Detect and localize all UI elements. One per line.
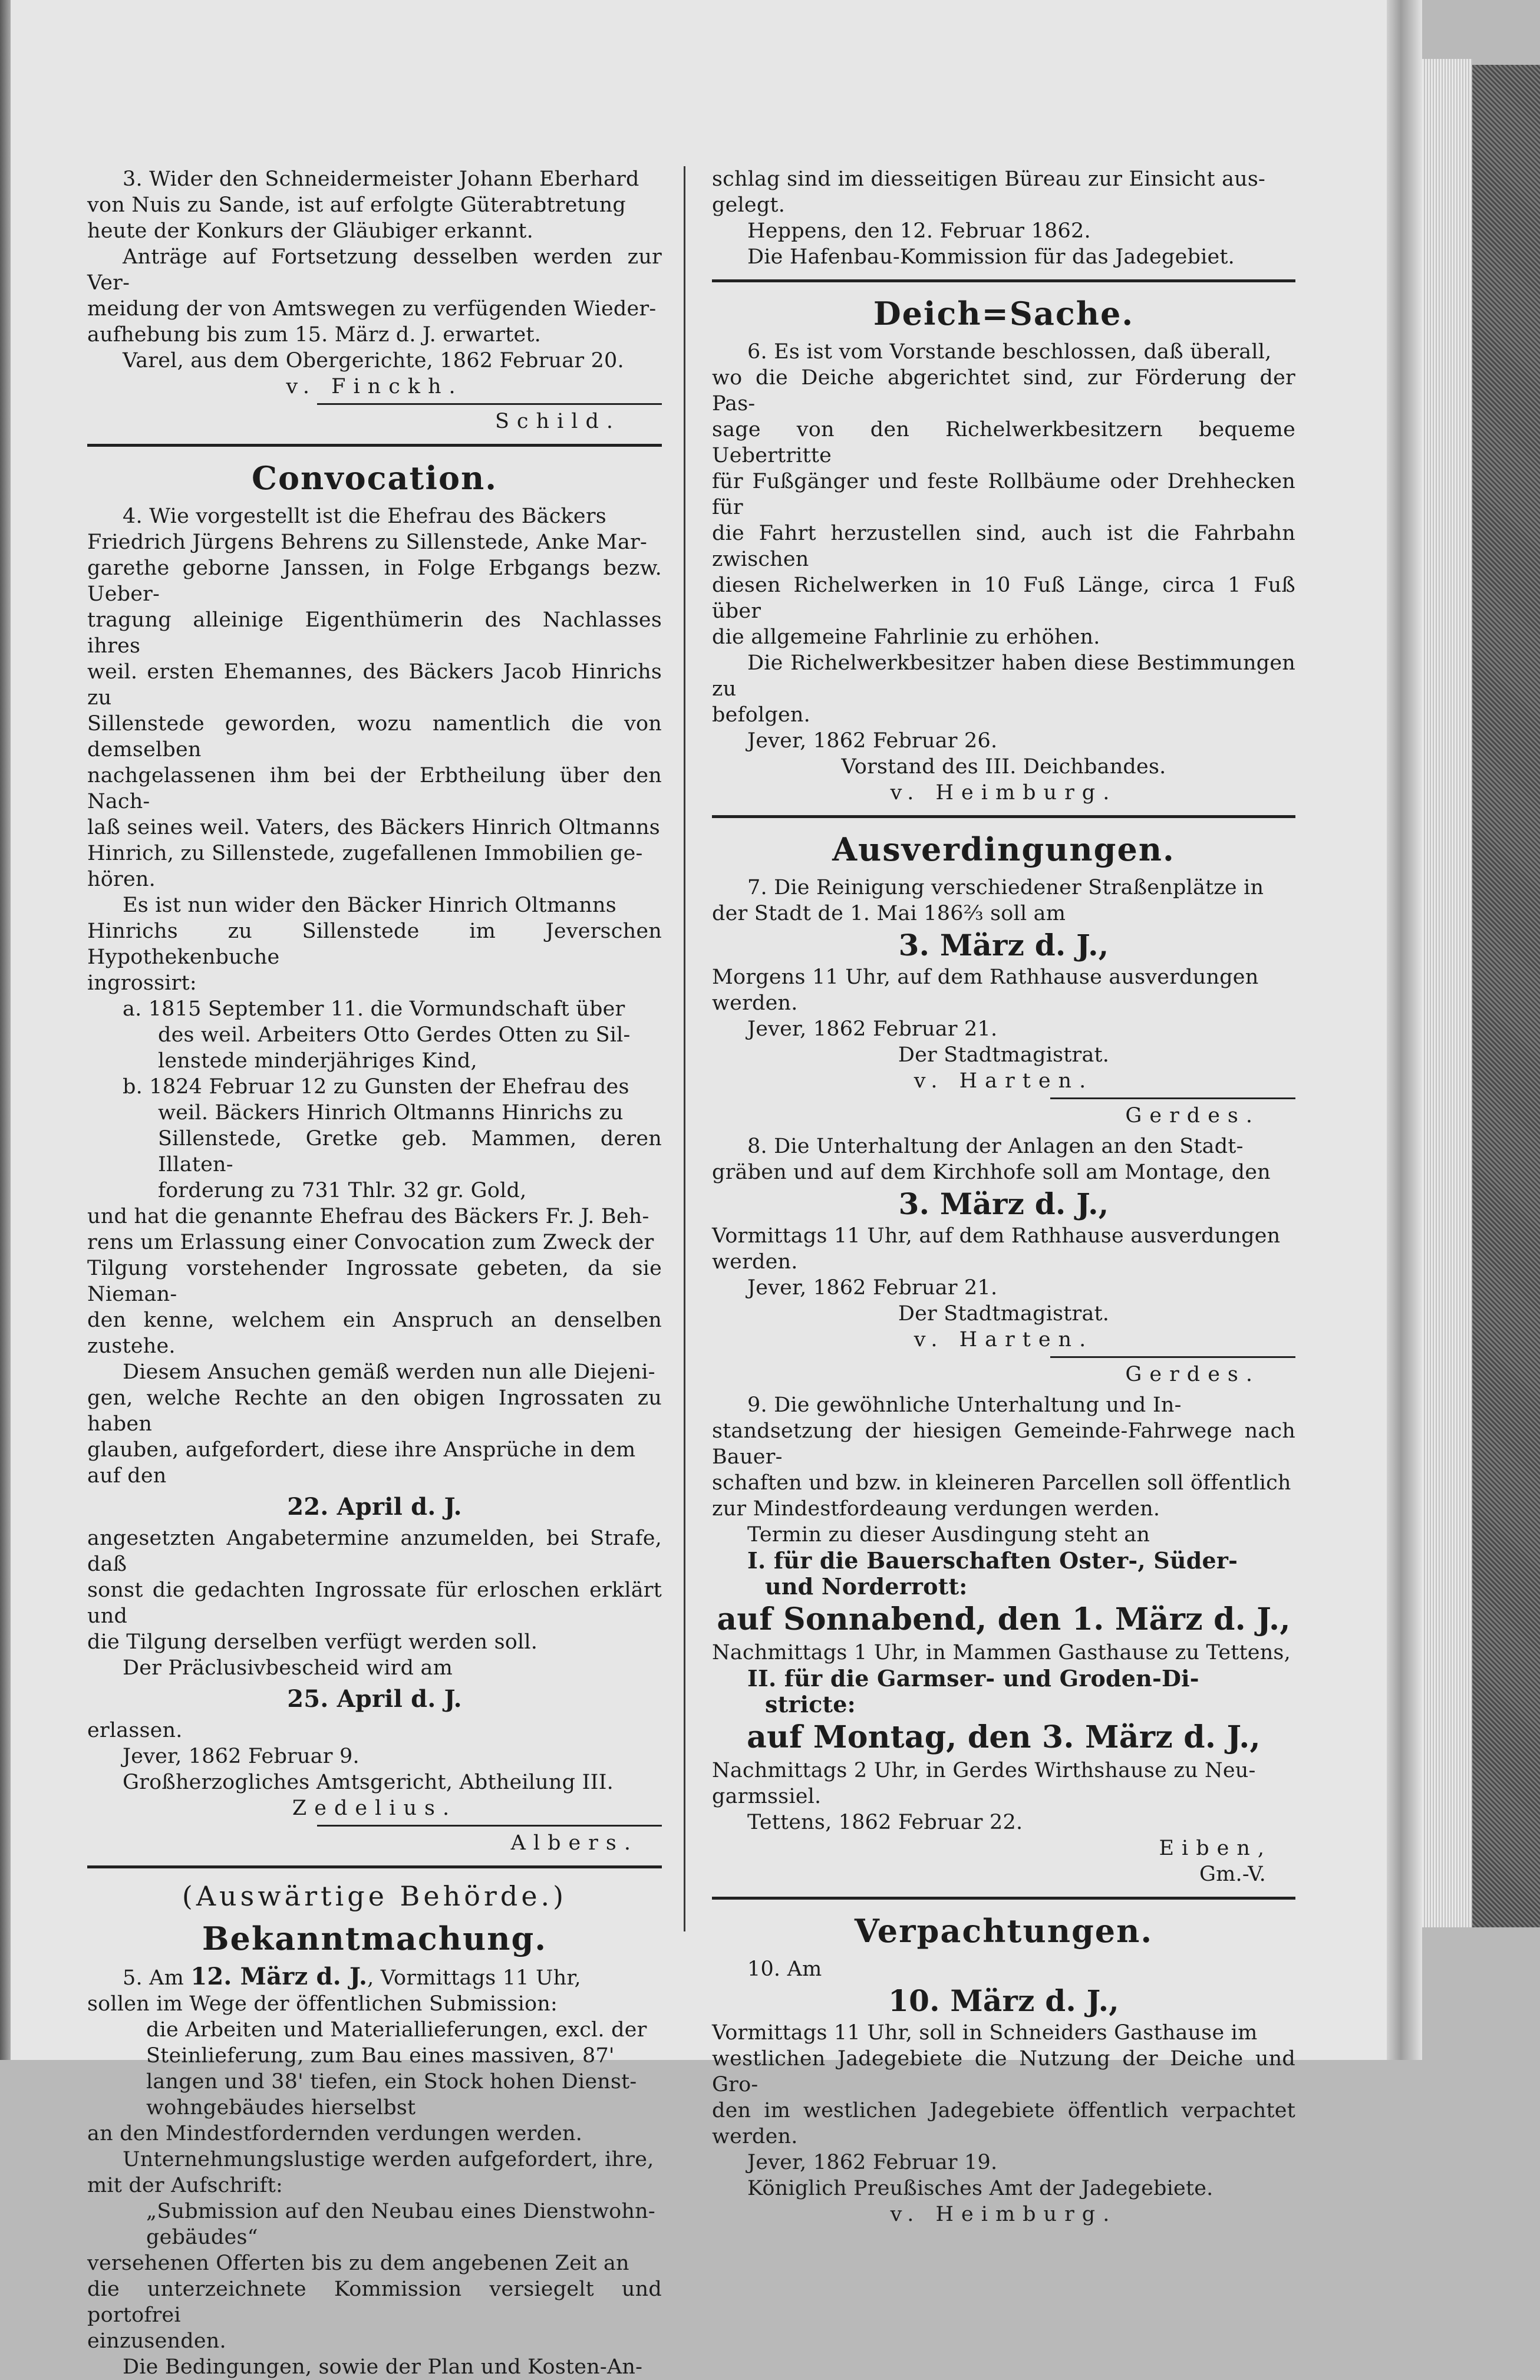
text-line: Vormittags 11 Uhr, soll in Schneiders Gasthause im bbox=[712, 2021, 1258, 2045]
signature: Zedelius. bbox=[292, 1796, 457, 1820]
text-line: 7. Die Reinigung verschiedener Straßenplätze in bbox=[747, 876, 1264, 899]
text-line: meidung der von Amtswegen zu verfügenden Wieder- bbox=[87, 297, 657, 321]
notice-5 bbox=[87, 1964, 662, 2380]
text-line: von Nuis zu Sande, ist auf erfolgte Güterabtretung bbox=[87, 193, 626, 217]
text-line: mit der Aufschrift: bbox=[87, 2174, 283, 2197]
subsection-heading: II. für die Garmser- und Groden-Di- bbox=[747, 1665, 1199, 1692]
text-line: Nachmittags 2 Uhr, in Gerdes Wirthshause zu Neu- bbox=[712, 1759, 1256, 1782]
text-line: angesetzten Angabetermine anzumelden, bei Strafe, daß bbox=[87, 1527, 662, 1576]
signature: Albers. bbox=[510, 1831, 638, 1855]
text-line: befolgen. bbox=[712, 703, 810, 727]
book-cover-edge bbox=[1472, 65, 1540, 1927]
text-line: Tilgung vorstehender Ingrossate gebeten, da sie Nieman- bbox=[87, 1257, 662, 1306]
section-title-deich-sache: Deich=Sache. bbox=[873, 295, 1135, 332]
text-line: 3. Wider den Schneidermeister Johann Eberhard bbox=[123, 167, 639, 191]
signature: v. Heimburg. bbox=[890, 781, 1117, 805]
text-fragment: , Vormittags 11 Uhr, bbox=[367, 1966, 581, 1990]
notice-4 bbox=[87, 503, 662, 1856]
section-title-convocation: Convocation. bbox=[251, 459, 498, 497]
text-line: wohngebäudes hierselbst bbox=[146, 2096, 416, 2119]
text-line: ingrossirt: bbox=[87, 971, 197, 995]
text-line: nachgelassenen ihm bei der Erbtheilung über den Nach- bbox=[87, 764, 662, 813]
text-line: Die Bedingungen, sowie der Plan und Kosten-An- bbox=[123, 2355, 643, 2379]
signature-rule bbox=[317, 1825, 662, 1827]
subsection-heading: stricte: bbox=[765, 1691, 856, 1718]
list-item-a: lenstede minderjähriges Kind, bbox=[158, 1049, 477, 1073]
text-line: schaften und bzw. in kleineren Parcellen soll öffentlich bbox=[712, 1471, 1291, 1495]
text-line: Diesem Ansuchen gemäß werden nun alle Diejeni- bbox=[123, 1360, 655, 1384]
text-line: diesen Richelwerken in 10 Fuß Länge, circa 1 Fuß über bbox=[712, 573, 1295, 623]
text-line: die Fahrt herzustellen sind, auch ist die Fahrbahn zwischen bbox=[712, 522, 1295, 571]
signature: v. Harten. bbox=[914, 1328, 1094, 1351]
text-line: sonst die gedachten Ingrossate für erloschen erklärt und bbox=[87, 1578, 662, 1628]
text-line: Der Stadtmagistrat. bbox=[898, 1302, 1110, 1326]
text-line: Vormittags 11 Uhr, auf dem Rathhause ausverdungen bbox=[712, 1224, 1281, 1248]
signature: Schild. bbox=[494, 410, 621, 433]
text-line: Anträge auf Fortsetzung desselben werden zur Ver- bbox=[87, 245, 662, 295]
text-line: die allgemeine Fahrlinie zu erhöhen. bbox=[712, 625, 1100, 649]
section-rule bbox=[87, 444, 662, 447]
notice-6 bbox=[712, 339, 1295, 806]
text-line: 10. Am bbox=[747, 1957, 822, 1981]
text-fragment: 5. Am bbox=[123, 1966, 191, 1990]
text-line: sollen im Wege der öffentlichen Submission: bbox=[87, 1992, 558, 2016]
section-title-verpachtungen: Verpachtungen. bbox=[854, 1912, 1153, 1950]
signature: v. Finckh. bbox=[286, 375, 463, 398]
text-line: glauben, aufgefordert, diese ihre Ansprüche in dem bbox=[87, 1438, 636, 1462]
text-line: Der Stadtmagistrat. bbox=[898, 1043, 1110, 1067]
signature: Gerdes. bbox=[1125, 1363, 1260, 1386]
section-rule bbox=[712, 279, 1295, 282]
text-line: Jever, 1862 Februar 19. bbox=[747, 2151, 998, 2174]
section-subtitle-foreign-authority: (Auswärtige Behörde.) bbox=[182, 1880, 568, 1912]
text-line: Die Richelwerkbesitzer haben diese Bestimmungen zu bbox=[712, 651, 1295, 701]
right-column bbox=[712, 166, 1295, 2227]
notice-3 bbox=[87, 166, 662, 434]
text-line: Termin zu dieser Ausdingung steht an bbox=[747, 1523, 1150, 1547]
subsection-heading: und Norderrott: bbox=[765, 1573, 968, 1600]
text-line: Varel, aus dem Obergerichte, 1862 Februar 20. bbox=[123, 349, 624, 373]
text-line: tragung alleinige Eigenthümerin des Nachlasses ihres bbox=[87, 608, 662, 658]
section-rule bbox=[712, 815, 1295, 818]
text-line: 4. Wie vorgestellt ist die Ehefrau des Bäckers bbox=[123, 505, 606, 528]
list-item-b: b. 1824 Februar 12 zu Gunsten der Ehefrau des bbox=[123, 1075, 629, 1099]
text-line: erlassen. bbox=[87, 1719, 183, 1742]
notice-7 bbox=[712, 875, 1295, 1129]
text-line: standsetzung der hiesigen Gemeinde-Fahrwege nach Bauer- bbox=[712, 1419, 1295, 1469]
text-line: schlag sind im diesseitigen Büreau zur Einsicht aus- bbox=[712, 167, 1266, 191]
text-line: Königlich Preußisches Amt der Jadegebiete. bbox=[747, 2177, 1213, 2200]
text-line: an den Mindestfordernden verdungen werden. bbox=[87, 2122, 583, 2145]
text-line: auf den bbox=[87, 1464, 167, 1488]
text-line: aufhebung bis zum 15. März d. J. erwartet. bbox=[87, 323, 541, 347]
text-line: sage von den Richelwerkbesitzern bequeme Uebertritte bbox=[712, 418, 1295, 467]
column-divider bbox=[684, 166, 685, 1931]
text-line: gelegt. bbox=[712, 193, 786, 217]
text-line: 9. Die gewöhnliche Unterhaltung und In- bbox=[747, 1393, 1182, 1417]
text-line: Jever, 1862 Februar 9. bbox=[123, 1745, 360, 1768]
text-line: versehenen Offerten bis zu dem angebenen Zeit an bbox=[87, 2252, 629, 2275]
text-line: einzusenden. bbox=[87, 2329, 226, 2353]
text-line: Heppens, den 12. Februar 1862. bbox=[747, 219, 1091, 243]
text-line: heute der Konkurs der Gläubiger erkannt. bbox=[87, 219, 533, 243]
date-highlight: auf Sonnabend, den 1. März d. J., bbox=[717, 1601, 1291, 1637]
section-title-ausverdingungen: Ausverdingungen. bbox=[832, 830, 1175, 868]
date-highlight: 3. März d. J., bbox=[898, 928, 1109, 962]
text-line: Steinlieferung, zum Bau eines massiven, 87' bbox=[146, 2044, 615, 2068]
signature: v. Heimburg. bbox=[890, 2203, 1117, 2226]
text-line: garethe geborne Janssen, in Folge Erbgangs bezw. Ueber- bbox=[87, 556, 662, 606]
date-highlight: auf Montag, den 3. März d. J., bbox=[747, 1719, 1261, 1755]
text-line: für Fußgänger und feste Rollbäume oder Drehhecken für bbox=[712, 470, 1295, 519]
text-line: rens um Erlassung einer Convocation zum Zweck der bbox=[87, 1231, 654, 1254]
section-rule bbox=[712, 1897, 1295, 1900]
text-line: gräben und auf dem Kirchhofe soll am Montage, den bbox=[712, 1161, 1271, 1184]
text-line: Jever, 1862 Februar 21. bbox=[747, 1017, 998, 1041]
text-line: Jever, 1862 Februar 26. bbox=[747, 729, 998, 753]
text-line: den kenne, welchem ein Anspruch an denselben zustehe. bbox=[87, 1308, 662, 1358]
text-line: Sillenstede geworden, wozu namentlich die von demselben bbox=[87, 712, 662, 762]
date-highlight: 12. März d. J. bbox=[190, 1963, 368, 1990]
text-line: werden. bbox=[712, 991, 798, 1015]
text-line: wo die Deiche abgerichtet sind, zur Förderung der Pas- bbox=[712, 366, 1295, 416]
page-edge bbox=[1387, 0, 1422, 2060]
subsection-heading: I. für die Bauerschaften Oster-, Süder- bbox=[747, 1547, 1238, 1574]
section-title-announcement: Bekanntmachung. bbox=[202, 1920, 548, 1957]
text-line: „Submission auf den Neubau eines Dienstwohn- bbox=[146, 2200, 655, 2223]
notice-10 bbox=[712, 1956, 1295, 2227]
signature: Gerdes. bbox=[1125, 1104, 1260, 1128]
date-highlight: 10. März d. J., bbox=[888, 1983, 1119, 2018]
text-line: hören. bbox=[87, 868, 156, 891]
text-line: Vorstand des III. Deichbandes. bbox=[841, 755, 1166, 779]
text-line: weil. ersten Ehemannes, des Bäckers Jacob Hinrichs zu bbox=[87, 660, 662, 710]
text-line: langen und 38' tiefen, ein Stock hohen Dienst- bbox=[146, 2070, 637, 2094]
text-line: der Stadt de 1. Mai 186⅔ soll am bbox=[712, 902, 1066, 925]
notice-9 bbox=[712, 1392, 1295, 1887]
text-line: die unterzeichnete Kommission versiegelt und portofrei bbox=[87, 2277, 662, 2327]
list-item-b: weil. Bäckers Hinrich Oltmanns Hinrichs zu bbox=[158, 1101, 624, 1125]
list-item-b: Sillenstede, Gretke geb. Mammen, deren Illaten- bbox=[158, 1127, 662, 1176]
date-highlight: 3. März d. J., bbox=[898, 1186, 1109, 1221]
text-line: 6. Es ist vom Vorstande beschlossen, daß überall, bbox=[747, 340, 1272, 364]
list-item-a: des weil. Arbeiters Otto Gerdes Otten zu Sil- bbox=[158, 1023, 631, 1047]
text-line: werden. bbox=[712, 1250, 798, 1274]
text-line: gen, welche Rechte an den obigen Ingrossaten zu haben bbox=[87, 1386, 662, 1436]
signature: Gm.-V. bbox=[1199, 1863, 1266, 1886]
signature-rule bbox=[1050, 1097, 1295, 1099]
text-line: Es ist nun wider den Bäcker Hinrich Oltmanns bbox=[123, 894, 616, 917]
text-line: Der Präclusivbescheid wird am bbox=[123, 1656, 453, 1680]
date-highlight: 25. April d. J. bbox=[287, 1685, 462, 1713]
signature: Eiben, bbox=[1159, 1837, 1272, 1860]
text-line: die Arbeiten und Materiallieferungen, excl. der bbox=[146, 2018, 647, 2042]
text-line: garmssiel. bbox=[712, 1785, 822, 1808]
text-line: gebäudes“ bbox=[146, 2226, 258, 2249]
notice-8 bbox=[712, 1133, 1295, 1387]
text-line: Tettens, 1862 Februar 22. bbox=[747, 1811, 1023, 1834]
signature: v. Harten. bbox=[914, 1069, 1094, 1093]
text-line: und hat die genannte Ehefrau des Bäckers Fr. J. Beh- bbox=[87, 1205, 649, 1228]
text-line bbox=[87, 1964, 662, 1991]
text-line: den im westlichen Jadegebiete öffentlich verpachtet werden. bbox=[712, 2099, 1295, 2148]
text-line: laß seines weil. Vaters, des Bäckers Hinrich Oltmanns bbox=[87, 816, 660, 839]
notice-5-continued bbox=[712, 166, 1295, 270]
text-line: Morgens 11 Uhr, auf dem Rathhause ausverdungen bbox=[712, 965, 1259, 989]
text-line: die Tilgung derselben verfügt werden soll. bbox=[87, 1630, 538, 1654]
section-rule bbox=[87, 1865, 662, 1868]
text-line: Die Hafenbau-Kommission für das Jadegebiet. bbox=[747, 245, 1235, 269]
page-stack-edge bbox=[1422, 59, 1472, 1927]
signature-rule bbox=[1050, 1356, 1295, 1358]
text-line: zur Mindestfordeaung verdungen werden. bbox=[712, 1497, 1160, 1521]
text-line: Friedrich Jürgens Behrens zu Sillenstede, Anke Mar- bbox=[87, 530, 647, 554]
text-line: Hinrich, zu Sillenstede, zugefallenen Immobilien ge- bbox=[87, 842, 643, 865]
text-line: Jever, 1862 Februar 21. bbox=[747, 1276, 998, 1300]
text-line: westlichen Jadegebiete die Nutzung der Deiche und Gro- bbox=[712, 2047, 1295, 2096]
list-item-a: a. 1815 September 11. die Vormundschaft über bbox=[123, 997, 625, 1021]
left-column bbox=[87, 166, 662, 2380]
text-line: Hinrichs zu Sillenstede im Jeverschen Hypothekenbuche bbox=[87, 919, 662, 969]
text-line: 8. Die Unterhaltung der Anlagen an den Stadt- bbox=[747, 1135, 1244, 1158]
signature-rule bbox=[317, 403, 662, 405]
list-item-b: forderung zu 731 Thlr. 32 gr. Gold, bbox=[158, 1179, 527, 1202]
date-highlight: 22. April d. J. bbox=[287, 1493, 462, 1521]
text-line: Nachmittags 1 Uhr, in Mammen Gasthause zu Tettens, bbox=[712, 1641, 1291, 1664]
text-line: Großherzogliches Amtsgericht, Abtheilung III. bbox=[123, 1771, 614, 1794]
text-line: Unternehmungslustige werden aufgefordert, ihre, bbox=[123, 2148, 654, 2171]
